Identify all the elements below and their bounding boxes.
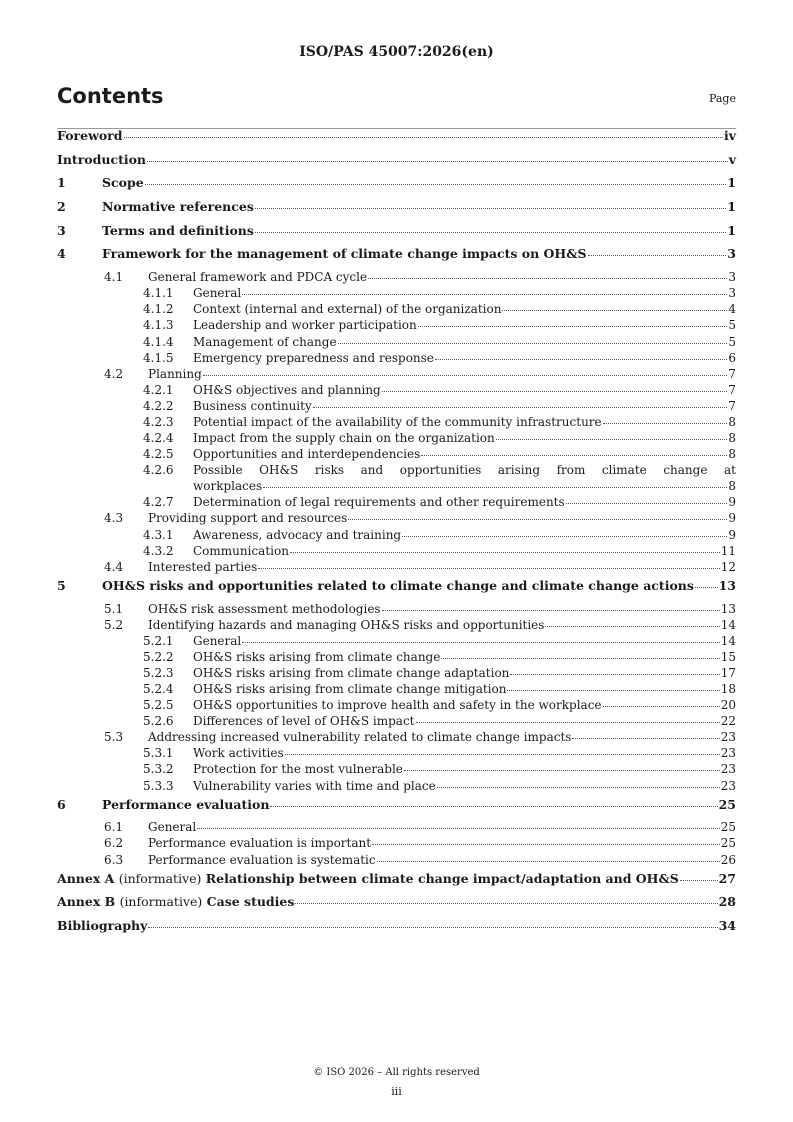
toc-entry-title: Potential impact of the availability of the community infrastructure — [193, 414, 602, 429]
toc-word: opportunities — [399, 463, 482, 478]
toc-entry-4-1-5[interactable] — [57, 351, 736, 367]
toc-entry-5-2-2[interactable] — [57, 650, 736, 666]
toc-entry-6-1[interactable] — [57, 820, 736, 836]
toc-entry-title: Providing support and resources — [148, 511, 348, 526]
toc-entry-page: 13 — [720, 601, 736, 616]
toc-entry-title: Terms and definitions — [102, 222, 254, 238]
toc-entry-annex-a[interactable] — [57, 871, 736, 895]
dot-leader — [203, 375, 728, 376]
toc-entry-number: 6.1 — [104, 820, 124, 835]
toc-entry-title: Leadership and worker participation — [193, 318, 417, 333]
toc-entry-number: 4.1.3 — [143, 318, 174, 333]
annex-informative: (informative) — [118, 870, 202, 886]
toc-entry-5-3[interactable] — [57, 730, 736, 746]
dot-leader — [382, 610, 720, 611]
dot-leader — [435, 359, 727, 360]
toc-entry-5-1[interactable] — [57, 602, 736, 618]
document-id: ISO/PAS 45007:2026(en) — [299, 44, 494, 60]
toc-entry-4-1-4[interactable] — [57, 335, 736, 351]
toc-entry-number: 6.3 — [104, 852, 124, 867]
toc-entry-title: Communication — [193, 543, 289, 558]
toc-entry-title: Performance evaluation is systematic — [148, 852, 376, 867]
annex-informative: (informative) — [119, 894, 203, 910]
toc-entry-6[interactable] — [57, 797, 736, 821]
toc-entry-page: 14 — [720, 633, 736, 648]
toc-entry-title: Performance evaluation is important — [148, 836, 372, 851]
toc-entry-5-2-3[interactable] — [57, 666, 736, 682]
dot-leader — [255, 232, 726, 233]
toc-entry-title: Opportunities and interdependencies — [193, 447, 421, 462]
annex-heading — [57, 894, 294, 909]
toc-entry-page: 28 — [718, 894, 736, 910]
dot-leader — [507, 690, 719, 691]
toc-entry-5-2-6[interactable] — [57, 714, 736, 730]
toc-word: Possible — [193, 463, 243, 478]
toc-entry-number: 5.2 — [104, 617, 124, 632]
dot-leader — [258, 568, 719, 569]
dot-leader — [502, 310, 727, 311]
dot-leader — [404, 770, 720, 771]
toc-entry-title: Work activities — [193, 746, 284, 761]
dot-leader — [382, 391, 728, 392]
toc-entry-page: 7 — [728, 366, 736, 381]
toc-entry-number: 6.2 — [104, 836, 124, 851]
toc-entry-4-2-4[interactable] — [57, 431, 736, 447]
toc-entry-4-3-2[interactable] — [57, 544, 736, 560]
contents-title: Contents — [57, 84, 164, 108]
footer-copyright: © ISO 2026 – All rights reserved — [313, 1067, 480, 1078]
toc-entry-page: 8 — [728, 447, 736, 462]
toc-entry-page: 8 — [728, 431, 736, 446]
toc-entry-title: Foreword — [57, 128, 123, 143]
toc-entry-page: 27 — [718, 870, 736, 886]
toc-entry-title: OH&S opportunities to improve health and safety in the workplace — [193, 698, 602, 713]
toc-word: climate — [601, 463, 647, 478]
toc-entry-page: 3 — [727, 246, 736, 262]
toc-entry-page: 26 — [720, 852, 736, 867]
dot-leader — [242, 294, 727, 295]
toc-entry-number: 3 — [57, 222, 66, 238]
toc-entry-page: 5 — [728, 318, 736, 333]
toc-entry-page: 9 — [728, 511, 736, 526]
toc-entry-number: 4.2 — [104, 366, 124, 381]
toc-entry-page: 7 — [728, 398, 736, 413]
toc-entry-title: Context (internal and external) of the organization — [193, 302, 502, 317]
dot-leader — [313, 407, 728, 408]
dot-leader — [368, 278, 727, 279]
toc-word: and — [360, 463, 384, 478]
dot-leader — [338, 343, 728, 344]
toc-entry-title: OH&S risks arising from climate change — [193, 649, 441, 664]
toc-entry-page: 5 — [728, 334, 736, 349]
toc-entry-6-3[interactable] — [57, 853, 736, 869]
toc-entry-4-2[interactable] — [57, 367, 736, 383]
toc-entry-page: 3 — [728, 270, 736, 285]
toc-entry-page: 6 — [728, 350, 736, 365]
dot-leader — [566, 503, 728, 504]
toc-entry-number: 5.2.6 — [143, 714, 174, 729]
toc-entry-4-2-6[interactable] — [57, 463, 736, 479]
toc-entry-number: 5.2.4 — [143, 681, 174, 696]
dot-leader — [603, 706, 720, 707]
dot-leader — [603, 423, 728, 424]
toc-entry-page: 34 — [718, 917, 736, 933]
dot-leader — [695, 587, 718, 588]
dot-leader — [295, 903, 717, 904]
toc-entry-number: 4.3.2 — [143, 543, 174, 558]
table-of-contents — [57, 128, 736, 942]
toc-entry-4-1-2[interactable] — [57, 302, 736, 318]
footer-page-number: iii — [391, 1085, 402, 1098]
dot-leader — [145, 184, 727, 185]
toc-entry-number: 5.3.3 — [143, 778, 174, 793]
dot-leader — [255, 208, 726, 209]
toc-word: change — [663, 463, 708, 478]
toc-entry-4-2-5[interactable] — [57, 447, 736, 463]
toc-entry-number: 5 — [57, 577, 66, 593]
dot-leader — [348, 519, 727, 520]
dot-leader — [290, 552, 720, 553]
toc-entry-number: 4.2.4 — [143, 431, 174, 446]
toc-entry-number: 4.1.1 — [143, 286, 174, 301]
toc-entry-title: Performance evaluation — [102, 796, 270, 812]
toc-entry-title: Scope — [102, 175, 144, 191]
annex-label: Annex A — [57, 870, 115, 886]
toc-entry-title: General — [148, 820, 197, 835]
toc-entry-page: 25 — [720, 836, 736, 851]
dot-leader — [377, 861, 720, 862]
toc-word: OH&S — [259, 463, 299, 478]
toc-entry-number: 4.2.3 — [143, 414, 174, 429]
dot-leader — [572, 738, 719, 739]
toc-entry-5[interactable] — [57, 578, 736, 602]
toc-entry-number: 6 — [57, 796, 66, 812]
toc-entry-title: Introduction — [57, 151, 147, 167]
toc-entry-page: 1 — [727, 222, 736, 238]
page-column-label: Page — [708, 92, 736, 105]
toc-entry-number: 4.1 — [104, 270, 124, 285]
toc-entry-4-1[interactable] — [57, 270, 736, 286]
toc-entry-title: Business continuity — [193, 398, 312, 413]
toc-entry-page: 25 — [720, 820, 736, 835]
dot-leader — [402, 536, 727, 537]
toc-entry-5-2-1[interactable] — [57, 634, 736, 650]
dot-leader — [242, 642, 719, 643]
toc-entry-number: 5.3 — [104, 730, 124, 745]
toc-entry-page: 23 — [720, 730, 736, 745]
toc-entry-title: Addressing increased vulnerability related to climate change impacts — [148, 730, 572, 745]
toc-entry-title: Protection for the most vulnerable — [193, 762, 403, 777]
toc-entry-page: 25 — [718, 796, 736, 812]
toc-entry-title: Awareness, advocacy and training — [193, 527, 402, 542]
toc-entry-number: 5.3.2 — [143, 762, 174, 777]
toc-entry-number: 4.3.1 — [143, 527, 174, 542]
toc-entry-title: Emergency preparedness and response — [193, 350, 434, 365]
dot-leader — [437, 787, 720, 788]
dot-leader — [372, 844, 720, 845]
toc-entry-number: 2 — [57, 199, 66, 215]
toc-entry-number: 4.4 — [104, 559, 124, 574]
toc-entry-4-2-2[interactable] — [57, 399, 736, 415]
toc-entry-title: Case studies — [206, 894, 295, 910]
toc-entry-page: 23 — [720, 778, 736, 793]
toc-entry-3[interactable] — [57, 223, 736, 247]
toc-entry-title: Planning — [148, 366, 202, 381]
toc-entry-bibliography[interactable] — [57, 918, 736, 942]
toc-entry-title: Framework for the management of climate change impacts on OH&S — [102, 246, 587, 262]
toc-entry-2[interactable] — [57, 199, 736, 223]
toc-entry-page: 11 — [720, 543, 736, 558]
toc-entry-page: 20 — [720, 698, 736, 713]
toc-entry-page: 3 — [728, 286, 736, 301]
dot-leader — [270, 806, 717, 807]
toc-entry-number: 5.1 — [104, 601, 124, 616]
toc-entry-number: 4.1.2 — [143, 302, 174, 317]
toc-entry-page: 14 — [720, 617, 736, 632]
toc-entry-title: OH&S risks and opportunities related to climate change and climate change actions — [102, 577, 694, 593]
toc-entry-5-2-5[interactable] — [57, 698, 736, 714]
dot-leader — [421, 455, 727, 456]
toc-word: from — [556, 463, 586, 478]
toc-entry-number: 1 — [57, 175, 66, 191]
toc-entry-title: OH&S objectives and planning — [193, 382, 381, 397]
toc-entry-1[interactable] — [57, 175, 736, 199]
toc-entry-4-2-6-continued[interactable] — [57, 479, 736, 495]
dot-leader — [263, 487, 727, 488]
toc-entry-page: 13 — [718, 577, 736, 593]
dot-leader — [197, 828, 719, 829]
toc-entry-4-1-1[interactable] — [57, 286, 736, 302]
toc-entry-introduction[interactable] — [57, 152, 736, 176]
toc-entry-title: Impact from the supply chain on the organization — [193, 431, 495, 446]
dot-leader — [545, 626, 719, 627]
toc-entry-5-3-1[interactable] — [57, 746, 736, 762]
toc-entry-4-2-3[interactable] — [57, 415, 736, 431]
dot-leader — [496, 439, 728, 440]
toc-entry-title: Vulnerability varies with time and place — [193, 778, 436, 793]
dot-leader — [510, 674, 719, 675]
toc-entry-title: General framework and PDCA cycle — [148, 270, 368, 285]
dot-leader — [148, 927, 717, 928]
toc-entry-number: 5.3.1 — [143, 746, 174, 761]
toc-entry-number: 4.2.1 — [143, 382, 174, 397]
toc-word: arising — [497, 463, 541, 478]
toc-entry-title: General — [193, 286, 242, 301]
dot-leader — [285, 754, 720, 755]
toc-entry-number: 5.2.1 — [143, 633, 174, 648]
dot-leader — [147, 161, 728, 162]
toc-entry-title: Differences of level of OH&S impact — [193, 714, 415, 729]
dot-leader — [588, 255, 727, 256]
toc-entry-title: Identifying hazards and managing OH&S risks and opportunities — [148, 617, 545, 632]
dot-leader — [418, 326, 728, 327]
toc-entry-page: 17 — [720, 665, 736, 680]
toc-entry-number: 5.2.3 — [143, 665, 174, 680]
toc-entry-title: OH&S risks arising from climate change adaptation — [193, 665, 510, 680]
toc-entry-4-3-1[interactable] — [57, 528, 736, 544]
toc-entry-page: 22 — [720, 714, 736, 729]
toc-entry-4-1-3[interactable] — [57, 318, 736, 334]
toc-entry-title: OH&S risks arising from climate change mitigation — [193, 681, 507, 696]
toc-entry-page: 9 — [728, 527, 736, 542]
toc-entry-4-2-7[interactable] — [57, 495, 736, 511]
toc-entry-page: iv — [723, 128, 736, 143]
toc-entry-page: 8 — [728, 414, 736, 429]
toc-entry-page: 12 — [720, 559, 736, 574]
toc-entry-page: 9 — [728, 495, 736, 510]
toc-entry-number: 4.1.4 — [143, 334, 174, 349]
toc-entry-page: 8 — [728, 479, 736, 494]
toc-entry-4-3[interactable] — [57, 511, 736, 527]
toc-entry-number: 4.2.7 — [143, 495, 174, 510]
toc-entry-5-2[interactable] — [57, 618, 736, 634]
toc-entry-page: 1 — [727, 175, 736, 191]
toc-word: at — [723, 463, 736, 478]
toc-entry-number: 4.2.2 — [143, 398, 174, 413]
toc-entry-page: 18 — [720, 681, 736, 696]
toc-entry-5-2-4[interactable] — [57, 682, 736, 698]
annex-label: Annex B — [57, 894, 116, 910]
dot-leader — [680, 880, 718, 881]
toc-entry-page: 4 — [728, 302, 736, 317]
toc-entry-number: 4.2.5 — [143, 447, 174, 462]
toc-entry-number: 4.2.6 — [143, 463, 174, 478]
toc-entry-title: General — [193, 633, 242, 648]
toc-entry-annex-b[interactable] — [57, 894, 736, 918]
toc-entry-page: 23 — [720, 762, 736, 777]
toc-entry-number: 5.2.2 — [143, 649, 174, 664]
toc-entry-title: Relationship between climate change impact/adaptation and OH&S — [205, 870, 679, 886]
dot-leader — [416, 722, 720, 723]
toc-entry-title: workplaces — [193, 479, 263, 494]
toc-entry-title: Bibliography — [57, 917, 148, 933]
toc-word: risks — [314, 463, 345, 478]
toc-entry-4-2-1[interactable] — [57, 383, 736, 399]
dot-leader — [124, 137, 723, 138]
toc-entry-number: 5.2.5 — [143, 698, 174, 713]
toc-entry-number: 4.1.5 — [143, 350, 174, 365]
toc-entry-page: 23 — [720, 746, 736, 761]
dot-leader — [441, 658, 719, 659]
toc-entry-title: Interested parties — [148, 559, 258, 574]
toc-entry-title: Determination of legal requirements and other requirements — [193, 495, 565, 510]
toc-entry-number: 4.3 — [104, 511, 124, 526]
toc-entry-foreword[interactable] — [57, 128, 736, 152]
toc-entry-page: 7 — [728, 382, 736, 397]
toc-entry-5-3-3[interactable] — [57, 779, 736, 795]
toc-entry-number: 4 — [57, 246, 66, 262]
annex-heading — [57, 871, 679, 886]
toc-entry-page: v — [728, 151, 736, 167]
toc-entry-6-2[interactable] — [57, 836, 736, 852]
toc-entry-page: 15 — [720, 649, 736, 664]
toc-entry-title: OH&S risk assessment methodologies — [148, 601, 381, 616]
toc-entry-page: 1 — [727, 199, 736, 215]
toc-entry-4[interactable] — [57, 246, 736, 270]
toc-entry-title: Normative references — [102, 199, 254, 215]
toc-entry-4-4[interactable] — [57, 560, 736, 576]
toc-entry-title: Management of change — [193, 334, 337, 349]
toc-entry-5-3-2[interactable] — [57, 762, 736, 778]
toc-entry-title-justified — [193, 463, 736, 477]
